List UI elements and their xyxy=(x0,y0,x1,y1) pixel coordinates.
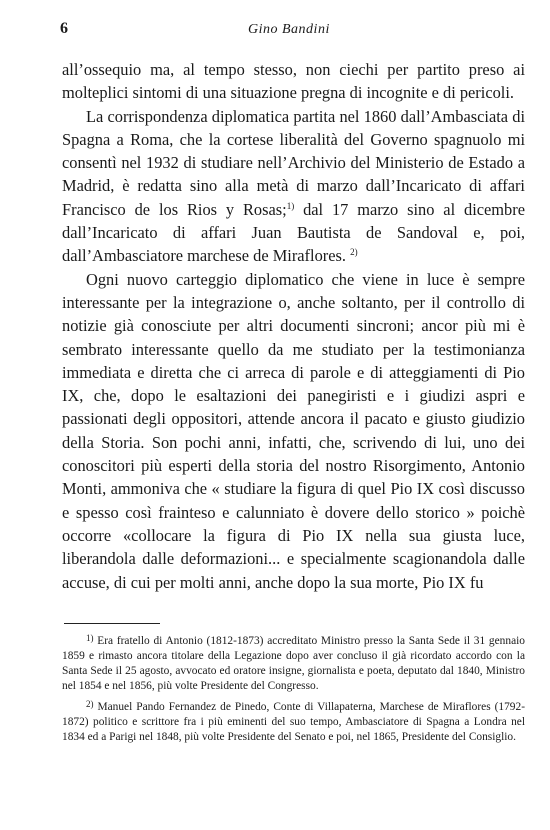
footnote-1 xyxy=(62,634,525,695)
page-number: 6 xyxy=(60,20,68,37)
footnote-ref-2[interactable]: 2) xyxy=(350,247,358,258)
footnote-mark: 2) xyxy=(86,698,94,709)
footnote-2 xyxy=(62,700,525,746)
running-head: Gino Bandini xyxy=(248,22,330,37)
page-header xyxy=(62,18,525,44)
footnotes xyxy=(62,634,525,745)
paragraph-pio-ix: Ogni nuovo carteggio diplomatico che viene in luce è sempre interessante per la integrazione o, anche soltanto, per il controllo di notizie già conosciute per altri documenti sincroni; ancor più mi è sembrato interessante quello da me studiato per la testimonianza immediata e diretta che ci arreca di parole e di atteggiamenti di Pio IX, che, dopo le esaltazioni dei panegiristi e i giudizi aspri e passionati degli oppositori, attende ancora il pacato e giusto giudizio della Storia. Son pochi anni, infatti, che, scrivendo di lui, uno dei conoscitori più esperti della storia del nostro Risorgimento, Antonio Monti, ammoniva che « studiare la figura di quel Pio IX così discusso e spesso così frainteso e calunniato è dovere dello storico » poichè occorre «collocare la figura di Pio IX nella sua giusta luce, liberandola dalle deformazioni... e specialmente scagionandola dalle accuse, di cui per molti anni, anche dopo la sua morte, Pio IX fu xyxy=(62,269,525,592)
footnote-divider xyxy=(64,623,160,624)
paragraph-text: La corrispondenza diplomatica partita nel 1860 dall’Ambasciata di Spagna a Roma, che la cortese liberalità del Governo spagnuolo mi consentì nel 1932 di studiare nell’Archivio del Ministerio de Estado a Madrid, è redatta sino alla metà di marzo dall’Incaricato di affari Francisco de los Rios y Rosas; xyxy=(62,106,525,219)
footnote-text: Manuel Pando Fernandez de Pinedo, Conte di Villapaterna, Marchese de Miraflores (1792-1872) politico e scrittore fra i più eminenti del suo tempo, Ambasciatore di Spagna a Londra nel 1834 ed a Parigi nel 1848, più volte Presidente del Senato e poi, nel 1865, Presidente del Consiglio. xyxy=(62,700,525,744)
footnote-mark: 1) xyxy=(86,632,94,643)
main-text xyxy=(62,58,525,594)
paragraph-continuation: all’ossequio ma, al tempo stesso, non ciechi per partito preso ai molteplici sintomi di una situazione pregna di incognite e di pericoli. xyxy=(62,60,525,103)
page-content xyxy=(62,18,525,750)
paragraph-text: dal 17 marzo sino al dicembre dall’Incaricato di affari Juan Bautista de Sandoval e, poi, dall’Ambasciatore marchese de Miraflores. xyxy=(62,199,525,266)
footnote-text: Era fratello di Antonio (1812-1873) accreditato Ministro presso la Santa Sede il 31 gennaio 1859 e rimasto ancora titolare della Legazione dopo aver concluso il già ricordato accordo con la Santa Sede il 25 agosto, avvocato ed oratore insigne, giornalista e poeta, deputato dal 1840, Ministro nel 1854 e nel 1856, più volte Presidente del Congresso. xyxy=(62,634,525,693)
footnote-ref-1[interactable]: 1) xyxy=(286,200,295,211)
paragraph-correspondence xyxy=(62,105,525,268)
